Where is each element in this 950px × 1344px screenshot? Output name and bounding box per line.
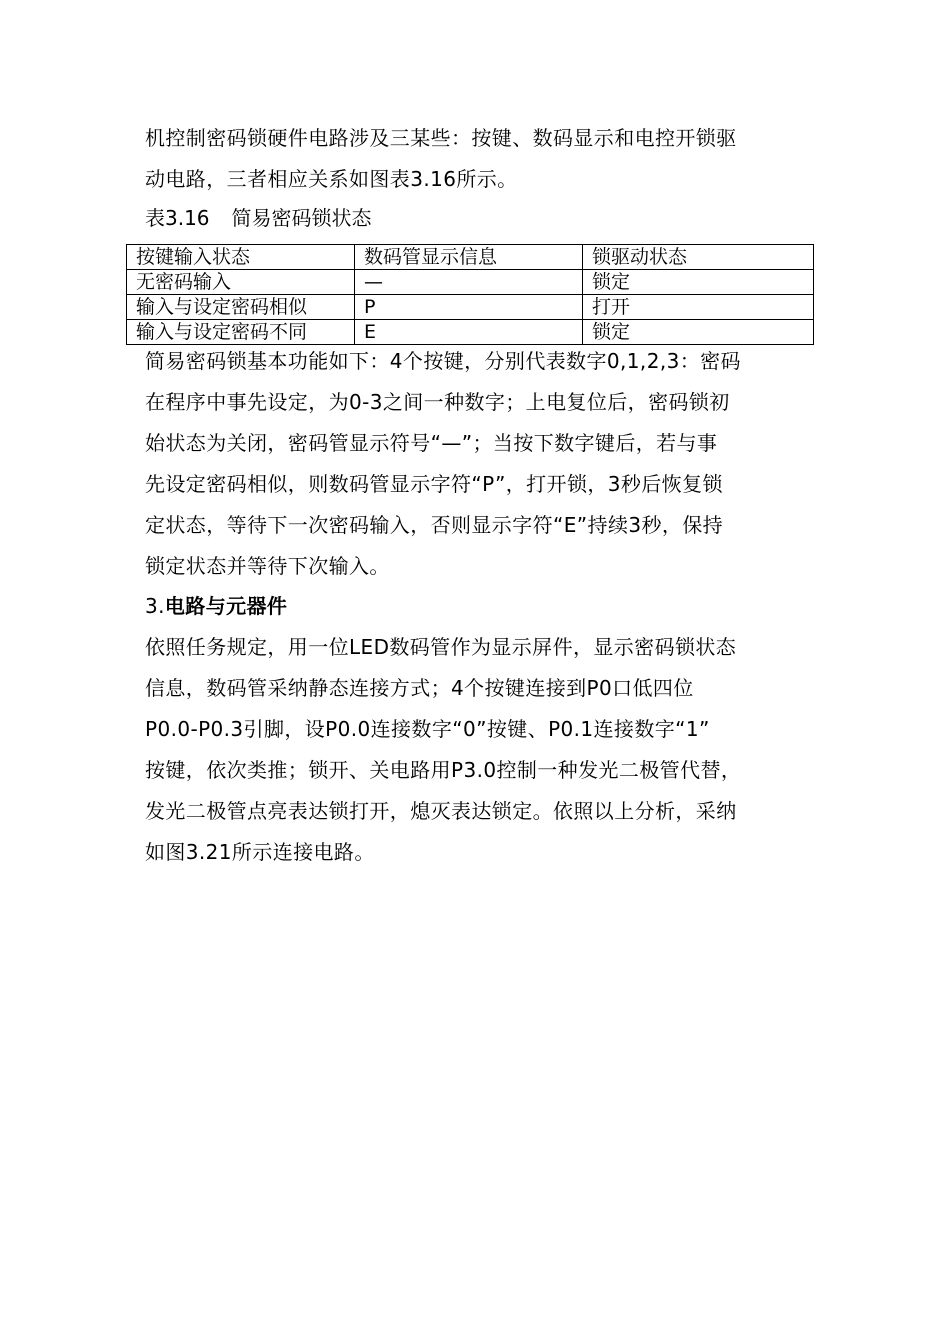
section-line: 按键，依次类推；锁开、关电路用P3.0控制一种发光二极管代替， [145,758,742,782]
table-cell: 无密码输入 [127,270,355,295]
table-caption [145,200,372,236]
table-caption-number: 表3.16 [145,206,210,230]
table-cell: E [355,320,583,345]
table-row [127,270,814,295]
section-line: 信息，数码管采纳静态连接方式；4个按键连接到P0口低四位 [145,676,694,700]
table-header-cell: 锁驱动状态 [583,245,814,270]
table-caption-title: 简易密码锁状态 [231,206,372,230]
function-line: 锁定状态并等待下次输入。 [145,554,390,578]
section-title: 电路与元器件 [164,594,288,618]
function-line: 简易密码锁基本功能如下：4个按键，分别代表数字0,1,2,3：密码 [145,349,741,373]
table-cell: 锁定 [583,270,814,295]
section-heading [145,586,810,627]
table-cell: 锁定 [583,320,814,345]
section-number: 3. [145,594,165,618]
table-header-cell: 按键输入状态 [127,245,355,270]
function-line: 在程序中事先设定，为0-3之间一种数字；上电复位后，密码锁初 [145,390,730,414]
table-cell: 打开 [583,295,814,320]
table-cell: 输入与设定密码不同 [127,320,355,345]
table-cell: — [355,270,583,295]
function-line: 先设定密码相似，则数码管显示字符“P”，打开锁，3秒后恢复锁 [145,472,723,496]
table-cell: P [355,295,583,320]
table-cell: 输入与设定密码相似 [127,295,355,320]
section-line: 发光二极管点亮表达锁打开，熄灭表达锁定。依照以上分析，采纳 [145,799,737,823]
section-line: P0.0-P0.3引脚，设P0.0连接数字“0”按键、P0.1连接数字“1” [145,717,710,741]
lock-state-table [126,244,814,345]
intro-line-1: 机控制密码锁硬件电路涉及三某些：按键、数码显示和电控开锁驱 [145,126,737,150]
intro-line-2: 动电路，三者相应关系如图表3.16所示。 [145,167,518,191]
section-line: 如图3.21所示连接电路。 [145,840,375,864]
table-header-cell: 数码管显示信息 [355,245,583,270]
function-line: 定状态，等待下一次密码输入，否则显示字符“E”持续3秒，保持 [145,513,724,537]
section-3 [145,586,810,873]
table-row [127,295,814,320]
function-line: 始状态为关闭，密码管显示符号“—”；当按下数字键后，若与事 [145,431,718,455]
section-line: 依照任务规定，用一位LED数码管作为显示屏件，显示密码锁状态 [145,635,737,659]
intro-paragraph [145,118,810,200]
table-header-row [127,245,814,270]
function-paragraph [145,341,810,587]
